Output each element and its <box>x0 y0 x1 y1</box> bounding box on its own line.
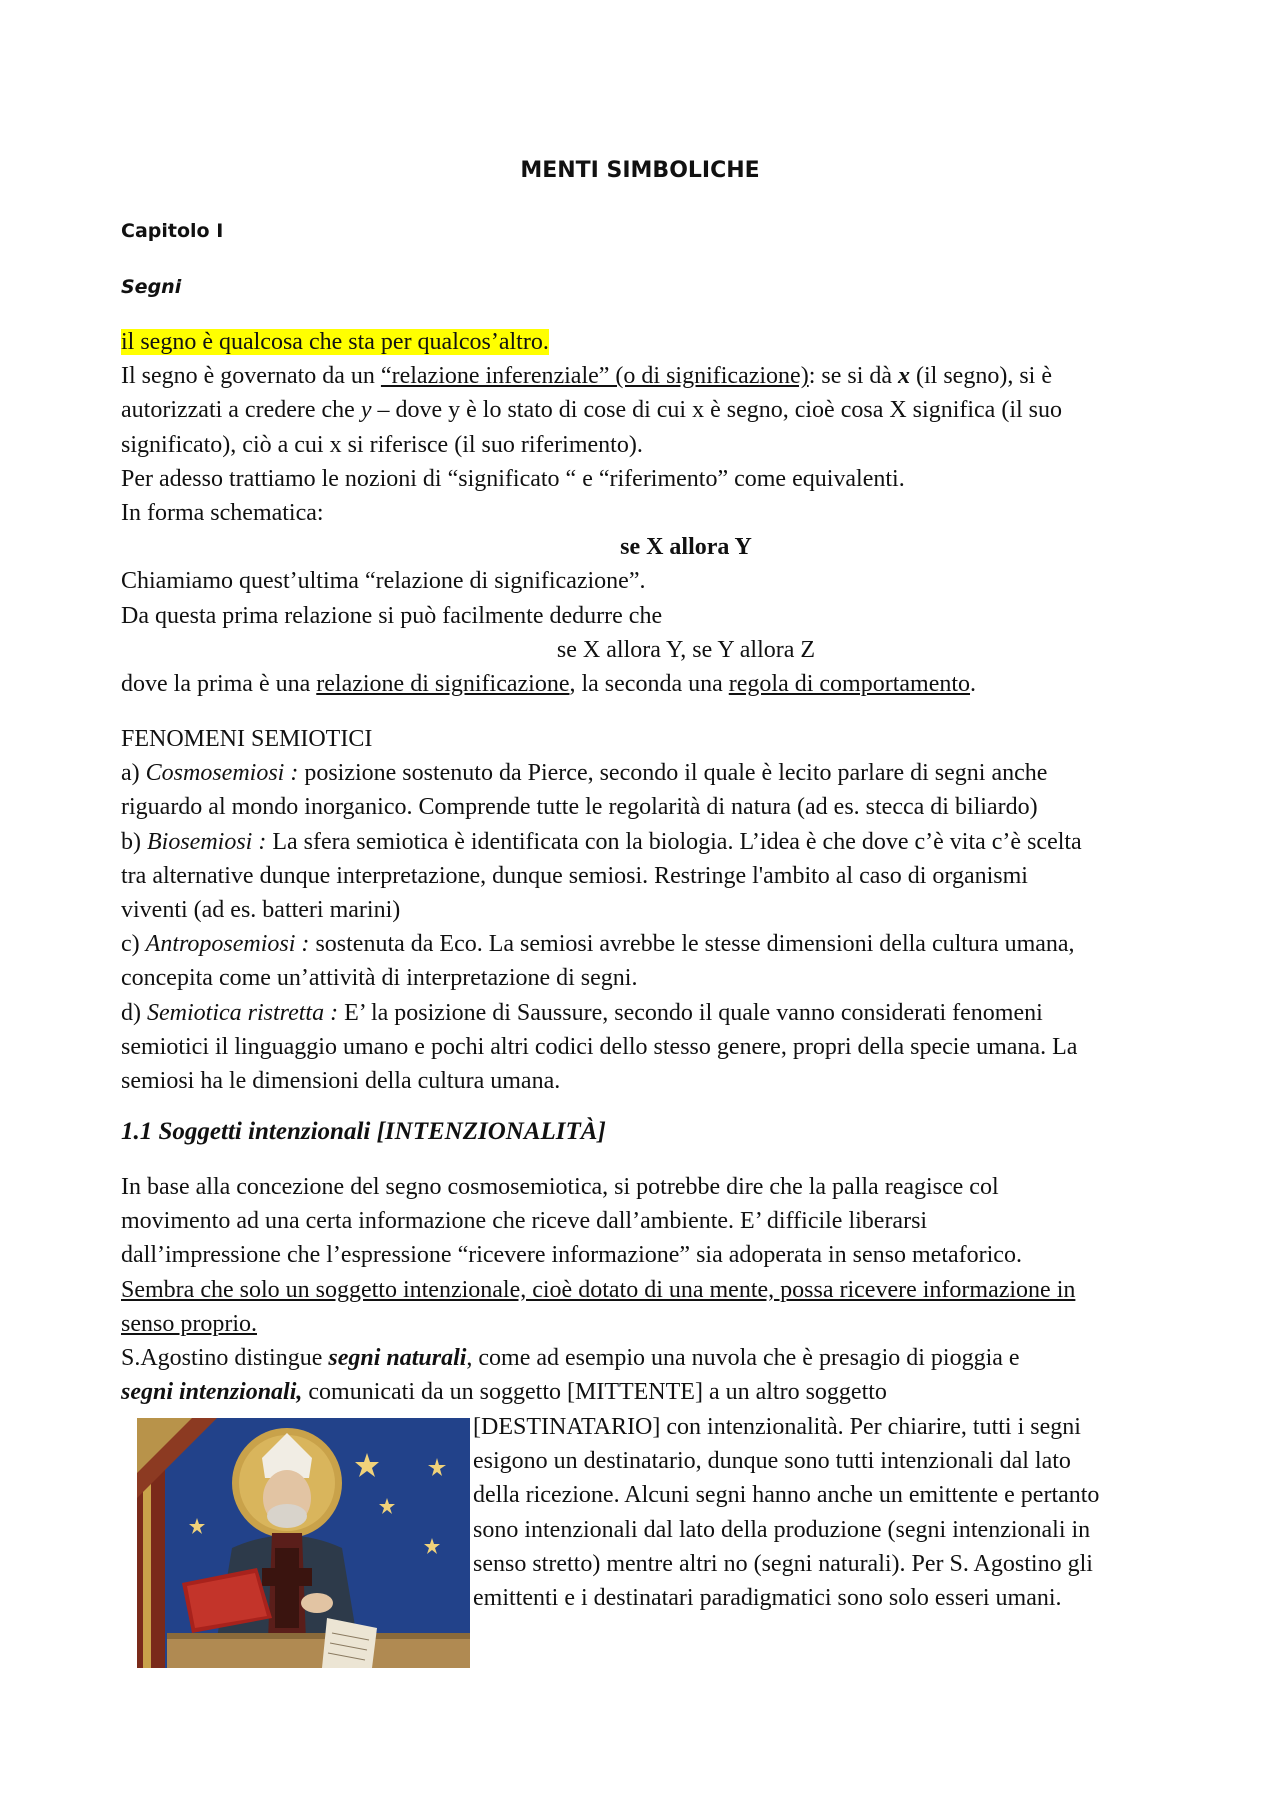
phenomenon-item <box>121 927 1171 961</box>
body-line: della ricezione. Alcuni segni hanno anche un emittente e pertanto <box>473 1482 1100 1509</box>
text: dove la prima è una <box>121 670 317 697</box>
variable-y: y <box>360 397 372 424</box>
chapter-heading: Capitolo I <box>121 220 224 242</box>
body-line: dall’impressione che l’espressione “ricevere informazione” sia adoperata in senso metaforico. <box>121 1242 1022 1269</box>
intro-line: significato), ciò a cui x si riferisce (il suo riferimento). <box>121 431 643 458</box>
body-line: In base alla concezione del segno cosmosemiotica, si potrebbe dire che la palla reagisce col <box>121 1174 999 1200</box>
text: , come ad esempio una nuvola che è presagio di pioggia e <box>466 1344 1020 1371</box>
phenomena-block <box>121 722 1171 1098</box>
underlined-term: relazione di significazione <box>316 670 570 697</box>
body-line: emittenti e i destinatari paradigmatici sono solo esseri umani. <box>473 1584 1062 1611</box>
text: (il segno), si è <box>910 363 1052 390</box>
intro-line <box>121 359 1171 393</box>
phenomenon-line: tra alternative dunque interpretazione, dunque semiosi. Restringe l'ambito al caso di organismi <box>121 862 1028 889</box>
key-term: segni naturali <box>328 1344 467 1371</box>
text: : se si dà <box>808 363 899 390</box>
phenomenon-line: semiosi ha le dimensioni della cultura umana. <box>121 1067 561 1094</box>
body-line: esigono un destinatario, dunque sono tutti intenzionali dal lato <box>473 1448 1071 1475</box>
phenomenon-item <box>121 825 1171 859</box>
intro-line: Da questa prima relazione si può facilmente dedurre che <box>121 602 663 629</box>
text: d) <box>121 999 147 1026</box>
text: – dove y è lo stato di cose di cui x è segno, cioè cosa X significa (il suo <box>371 397 1062 424</box>
wrapped-text-block <box>473 1410 1173 1615</box>
text: S.Agostino distingue <box>121 1344 329 1371</box>
text: a) <box>121 760 146 787</box>
text: b) <box>121 828 147 855</box>
phenomenon-line: viventi (ad es. batteri marini) <box>121 896 401 923</box>
body-line <box>121 1375 1171 1409</box>
body-line: sono intenzionali dal lato della produzione (segni intenzionali in <box>473 1516 1091 1543</box>
text: c) <box>121 931 146 958</box>
phenomenon-line: concepita come un’attività di interpretazione di segni. <box>121 965 638 992</box>
underlined-term: regola di comportamento <box>728 670 971 697</box>
text: Il segno è governato da un <box>121 363 381 390</box>
text: La sfera semiotica è identificata con la biologia. L’idea è che dove c’è vita c’è scelta <box>266 828 1082 855</box>
phenomenon-item <box>121 996 1171 1030</box>
key-term: segni intenzionali, <box>121 1379 303 1406</box>
body-line: [DESTINATARIO] con intenzionalità. Per chiarire, tutti i segni <box>473 1414 1081 1440</box>
section-body <box>121 1170 1171 1409</box>
phenomena-heading: FENOMENI SEMIOTICI <box>121 726 373 752</box>
intro-block <box>121 325 1171 701</box>
body-line <box>121 1341 1171 1375</box>
text: , la seconda una <box>569 670 729 697</box>
intro-line: Per adesso trattiamo le nozioni di “significato “ e “riferimento” come equivalenti. <box>121 465 905 492</box>
text: E’ la posizione di Saussure, secondo il quale vanno considerati fenomeni <box>338 999 1043 1026</box>
page-title: MENTI SIMBOLICHE <box>520 158 760 183</box>
painting-svg <box>137 1418 470 1668</box>
underlined-line: senso proprio. <box>121 1310 257 1337</box>
phenomenon-line: semiotici il linguaggio umano e pochi altri codici dello stesso genere, propri della specie umana. La <box>121 1033 1078 1060</box>
phenomenon-item <box>121 756 1171 790</box>
phenomenon-term: Cosmosemiosi : <box>145 760 299 787</box>
text: comunicati da un soggetto [MITTENTE] a un altro soggetto <box>302 1379 887 1406</box>
intro-line: Chiamiamo quest’ultima “relazione di significazione”. <box>121 568 646 595</box>
text: . <box>970 670 977 697</box>
formula-line: se X allora Y <box>620 534 752 561</box>
phenomenon-line: riguardo al mondo inorganico. Comprende tutte le regolarità di natura (ad es. stecca di biliardo) <box>121 794 1038 821</box>
variable-x: x <box>898 363 911 390</box>
section-heading: 1.1 Soggetti intenzionali [INTENZIONALITÀ] <box>121 1118 606 1145</box>
phenomenon-term: Biosemiosi : <box>147 828 267 855</box>
body-line: movimento ad una certa informazione che riceve dall’ambiente. E’ difficile liberarsi <box>121 1208 928 1235</box>
formula-line: se X allora Y, se Y allora Z <box>556 636 816 663</box>
text: sostenuta da Eco. La semiosi avrebbe le stesse dimensioni della cultura umana, <box>309 931 1075 958</box>
text: posizione sostenuto da Pierce, secondo il quale è lecito parlare di segni anche <box>298 760 1048 787</box>
intro-line <box>121 393 1171 427</box>
phenomenon-term: Antroposemiosi : <box>145 931 310 958</box>
intro-line <box>121 667 1171 701</box>
phenomenon-term: Semiotica ristretta : <box>147 999 339 1026</box>
body-line: senso stretto) mentre altri no (segni naturali). Per S. Agostino gli <box>473 1550 1093 1577</box>
highlighted-line <box>121 325 1171 359</box>
intro-line: In forma schematica: <box>121 499 324 526</box>
section-subtitle: Segni <box>121 276 182 298</box>
underlined-line: Sembra che solo un soggetto intenzionale, cioè dotato di una mente, possa ricevere informazione in <box>121 1276 1076 1303</box>
saint-augustine-painting <box>137 1418 470 1668</box>
text: autorizzati a credere che <box>121 397 361 424</box>
underlined-term: “relazione inferenziale” (o di significazione) <box>380 363 809 390</box>
highlight-text: il segno è qualcosa che sta per qualcos’altro. <box>121 329 549 355</box>
